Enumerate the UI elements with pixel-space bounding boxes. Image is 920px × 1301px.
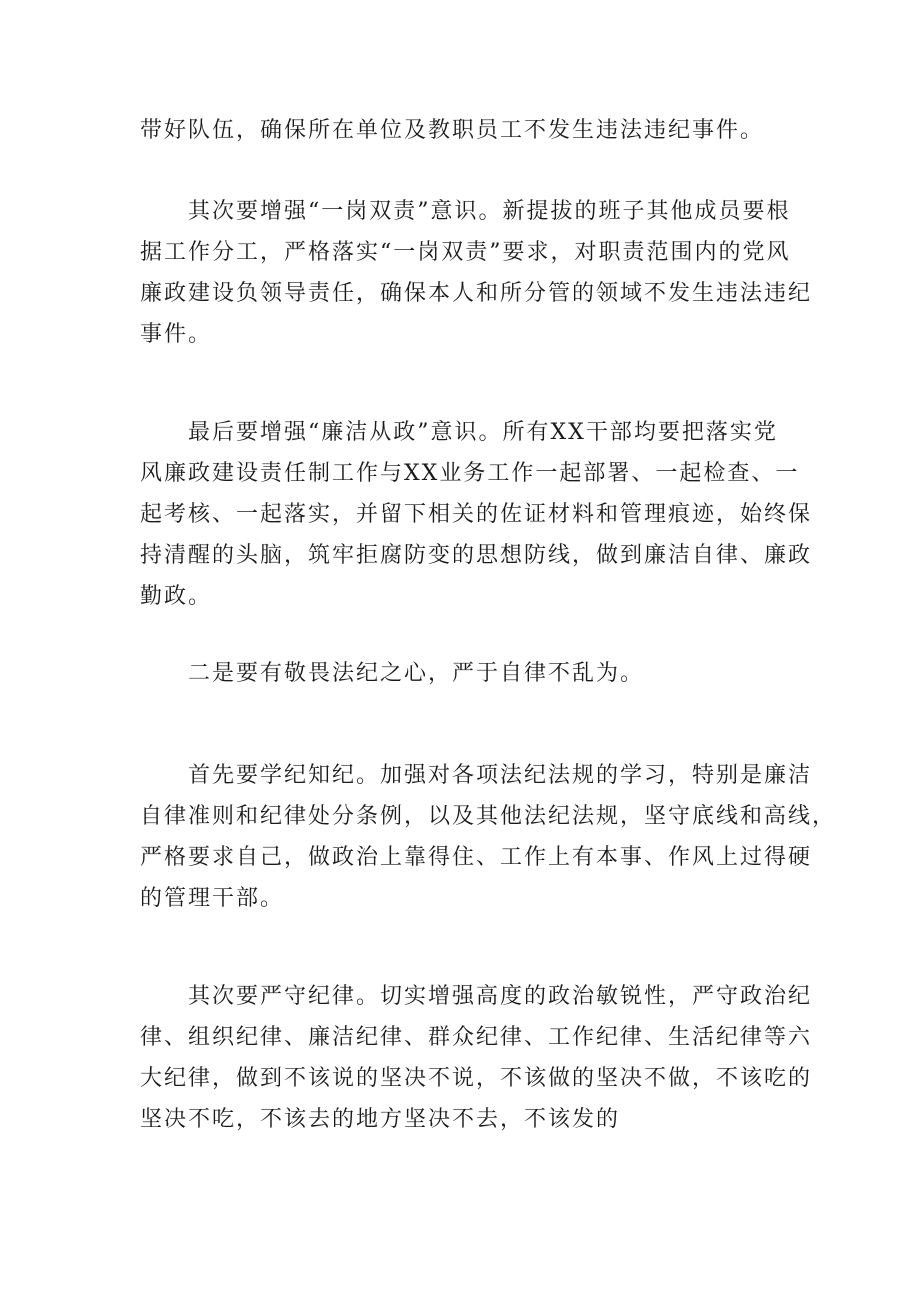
text-line: 事件。: [140, 322, 213, 347]
paragraph-section-two: [140, 653, 790, 694]
text-line: 据工作分工，严格落实“一岗双责”要求，对职责范围内的党风: [140, 240, 791, 265]
paragraph-one-post-two-duties: [140, 191, 813, 355]
paragraph-observe-discipline: [140, 976, 813, 1140]
text-line: 自律准则和纪律处分条例，以及其他法纪法规，坚守底线和高线，: [140, 804, 837, 829]
text-line: 持清醒的头脑，筑牢拒腐防变的思想防线，做到廉洁自律、廉政: [140, 543, 813, 568]
text-line: 律、组织纪律、廉洁纪律、群众纪律、工作纪律、生活纪律等六: [140, 1025, 813, 1050]
text-line: 起考核、一起落实，并留下相关的佐证材料和管理痕迹，始终保: [140, 502, 813, 527]
text-line: 带好队伍，确保所在单位及教职员工不发生违法违纪事件。: [140, 118, 765, 143]
text-line: 二是要有敬畏法纪之心，严于自律不乱为。: [188, 661, 645, 686]
text-line: 最后要增强“廉洁从政”意识。所有XX干部均要把落实党: [188, 420, 778, 445]
text-line: 勤政。: [140, 584, 213, 609]
paragraph-clean-governance: [140, 412, 813, 617]
paragraph-continuation: [140, 110, 790, 151]
paragraph-learn-discipline: [140, 755, 837, 919]
text-line: 其次要严守纪律。切实增强高度的政治敏锐性，严守政治纪: [188, 984, 813, 1009]
text-line: 廉政建设负领导责任，确保本人和所分管的领域不发生违法违纪: [140, 281, 813, 306]
text-line: 其次要增强“一岗双责”意识。新提拔的班子其他成员要根: [188, 199, 791, 224]
text-line: 坚决不吃，不该去的地方坚决不去，不该发的: [140, 1107, 621, 1132]
text-line: 大纪律，做到不该说的坚决不说，不该做的坚决不做，不该吃的: [140, 1066, 813, 1091]
text-line: 的管理干部。: [140, 886, 285, 911]
text-line: 风廉政建设责任制工作与XX业务工作一起部署、一起检查、一: [140, 461, 800, 486]
text-line: 严格要求自己，做政治上靠得住、工作上有本事、作风上过得硬: [140, 845, 813, 870]
text-line: 首先要学纪知纪。加强对各项法纪法规的学习，特别是廉洁: [188, 763, 813, 788]
